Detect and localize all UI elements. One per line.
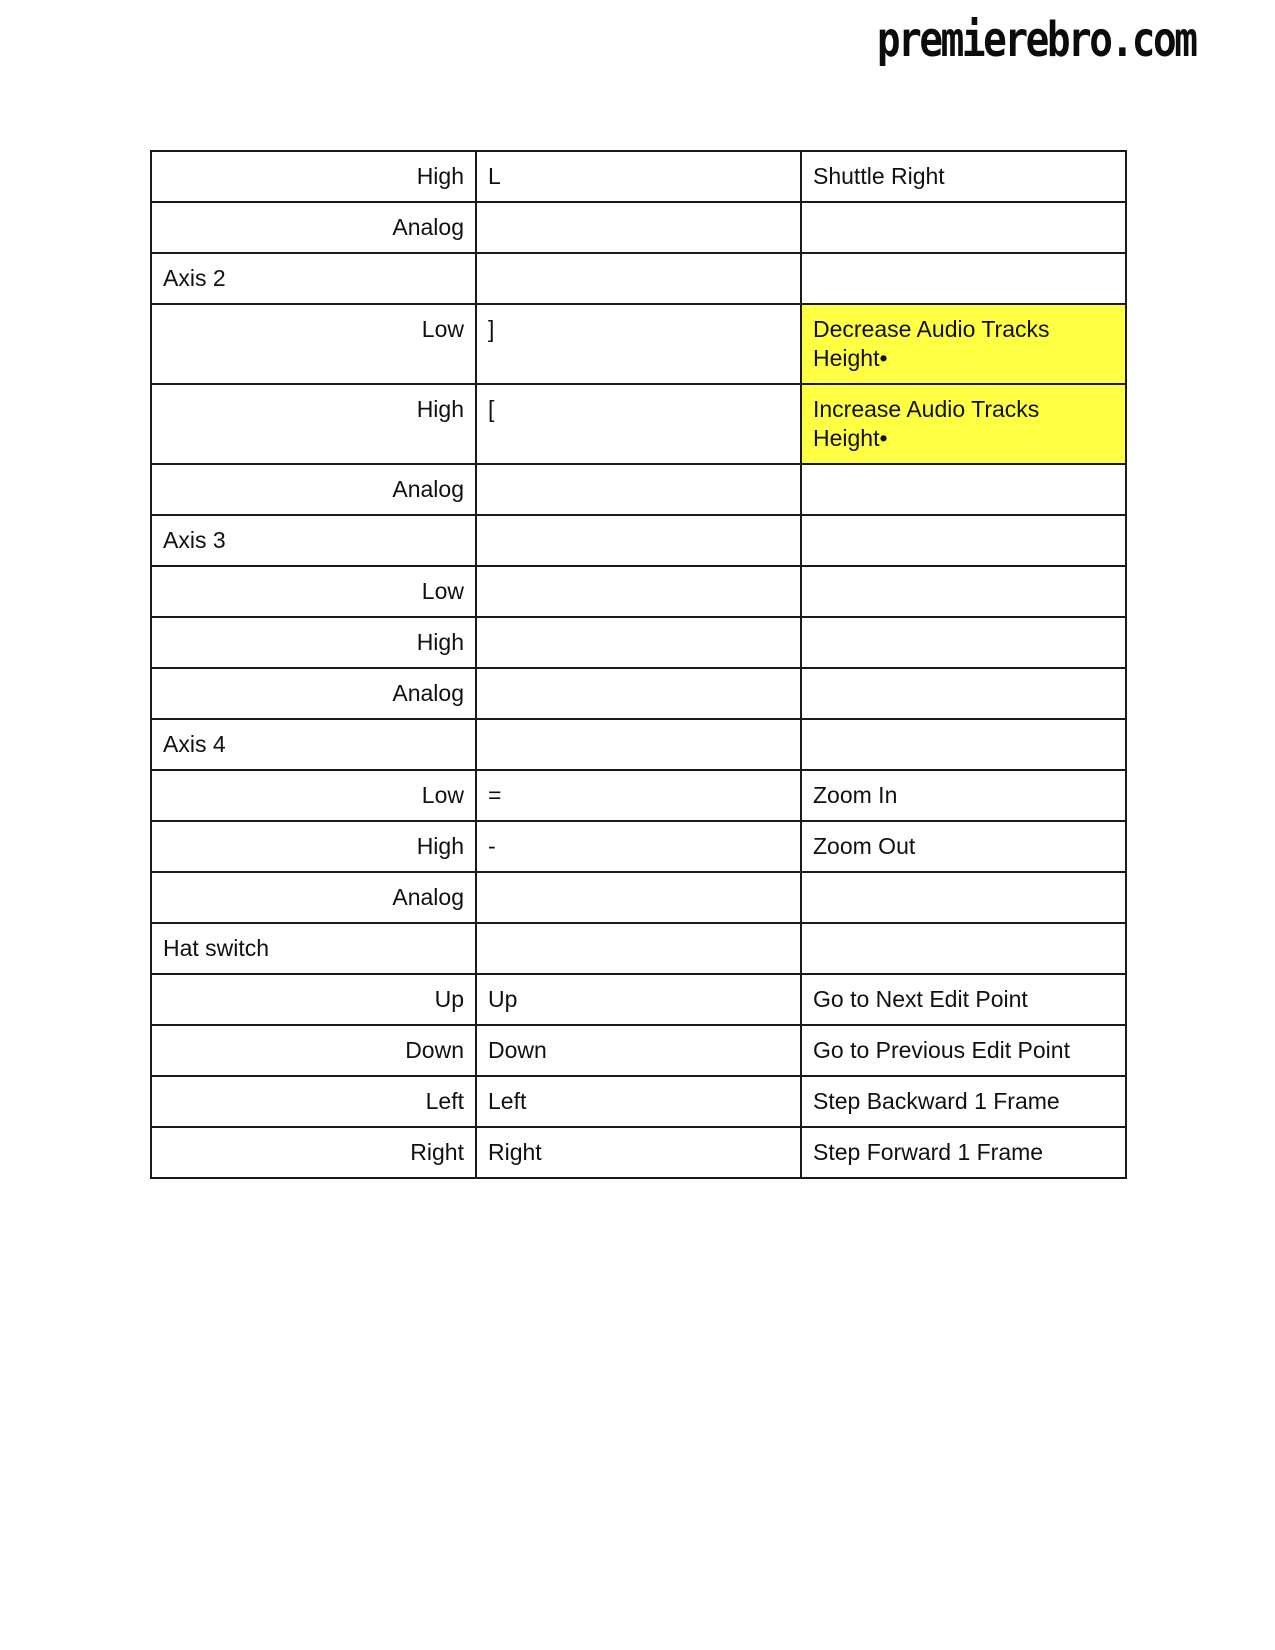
table-row — [151, 923, 1126, 974]
action-cell: Zoom In — [801, 770, 1126, 821]
action-cell: Step Backward 1 Frame — [801, 1076, 1126, 1127]
control-cell: High — [151, 821, 476, 872]
action-cell — [801, 617, 1126, 668]
control-cell: High — [151, 617, 476, 668]
control-cell: Analog — [151, 202, 476, 253]
action-cell — [801, 464, 1126, 515]
control-cell: Analog — [151, 668, 476, 719]
action-cell — [801, 872, 1126, 923]
table-row — [151, 770, 1126, 821]
shortcut-key-cell — [476, 923, 801, 974]
shortcut-key-cell — [476, 464, 801, 515]
table-row — [151, 617, 1126, 668]
action-cell — [801, 566, 1126, 617]
table-row — [151, 151, 1126, 202]
table-row — [151, 719, 1126, 770]
table-row — [151, 1025, 1126, 1076]
control-group-cell: Axis 4 — [151, 719, 476, 770]
control-cell: Low — [151, 304, 476, 384]
highlighted-action-cell: Increase Audio Tracks Height• — [801, 384, 1126, 464]
table-row — [151, 515, 1126, 566]
shortcut-key-cell: Up — [476, 974, 801, 1025]
shortcut-key-cell: = — [476, 770, 801, 821]
control-cell: Analog — [151, 464, 476, 515]
joystick-mapping-table — [150, 150, 1127, 1179]
mapping-table-body — [151, 151, 1126, 1178]
table-row — [151, 384, 1126, 464]
action-cell — [801, 253, 1126, 304]
shortcut-key-cell — [476, 719, 801, 770]
table-row — [151, 1076, 1126, 1127]
action-cell: Zoom Out — [801, 821, 1126, 872]
highlighted-action-cell: Decrease Audio Tracks Height• — [801, 304, 1126, 384]
action-cell — [801, 668, 1126, 719]
table-row — [151, 464, 1126, 515]
action-cell — [801, 202, 1126, 253]
table-row — [151, 566, 1126, 617]
action-cell — [801, 515, 1126, 566]
control-cell: Down — [151, 1025, 476, 1076]
control-cell: High — [151, 151, 476, 202]
shortcut-key-cell — [476, 566, 801, 617]
control-cell: Left — [151, 1076, 476, 1127]
table-row — [151, 872, 1126, 923]
shortcut-key-cell — [476, 617, 801, 668]
action-cell — [801, 923, 1126, 974]
shortcut-key-cell — [476, 668, 801, 719]
brand-logo-text: premierebro.com — [876, 12, 1195, 68]
shortcut-key-cell: ] — [476, 304, 801, 384]
shortcut-key-cell — [476, 202, 801, 253]
control-cell: Low — [151, 566, 476, 617]
control-group-cell: Hat switch — [151, 923, 476, 974]
shortcut-key-cell: - — [476, 821, 801, 872]
control-cell: Right — [151, 1127, 476, 1178]
control-cell: Up — [151, 974, 476, 1025]
control-group-cell: Axis 2 — [151, 253, 476, 304]
table-row — [151, 821, 1126, 872]
table-row — [151, 202, 1126, 253]
table-row — [151, 253, 1126, 304]
table-row — [151, 668, 1126, 719]
action-cell: Go to Next Edit Point — [801, 974, 1126, 1025]
action-cell — [801, 719, 1126, 770]
shortcut-key-cell — [476, 872, 801, 923]
shortcut-key-cell: L — [476, 151, 801, 202]
control-cell: High — [151, 384, 476, 464]
action-cell: Step Forward 1 Frame — [801, 1127, 1126, 1178]
control-cell: Analog — [151, 872, 476, 923]
control-cell: Low — [151, 770, 476, 821]
table-row — [151, 1127, 1126, 1178]
action-cell: Go to Previous Edit Point — [801, 1025, 1126, 1076]
table-row — [151, 304, 1126, 384]
shortcut-key-cell: Right — [476, 1127, 801, 1178]
shortcut-key-cell: Left — [476, 1076, 801, 1127]
shortcut-key-cell: [ — [476, 384, 801, 464]
shortcut-key-cell: Down — [476, 1025, 801, 1076]
action-cell: Shuttle Right — [801, 151, 1126, 202]
shortcut-key-cell — [476, 515, 801, 566]
control-group-cell: Axis 3 — [151, 515, 476, 566]
table-row — [151, 974, 1126, 1025]
shortcut-key-cell — [476, 253, 801, 304]
